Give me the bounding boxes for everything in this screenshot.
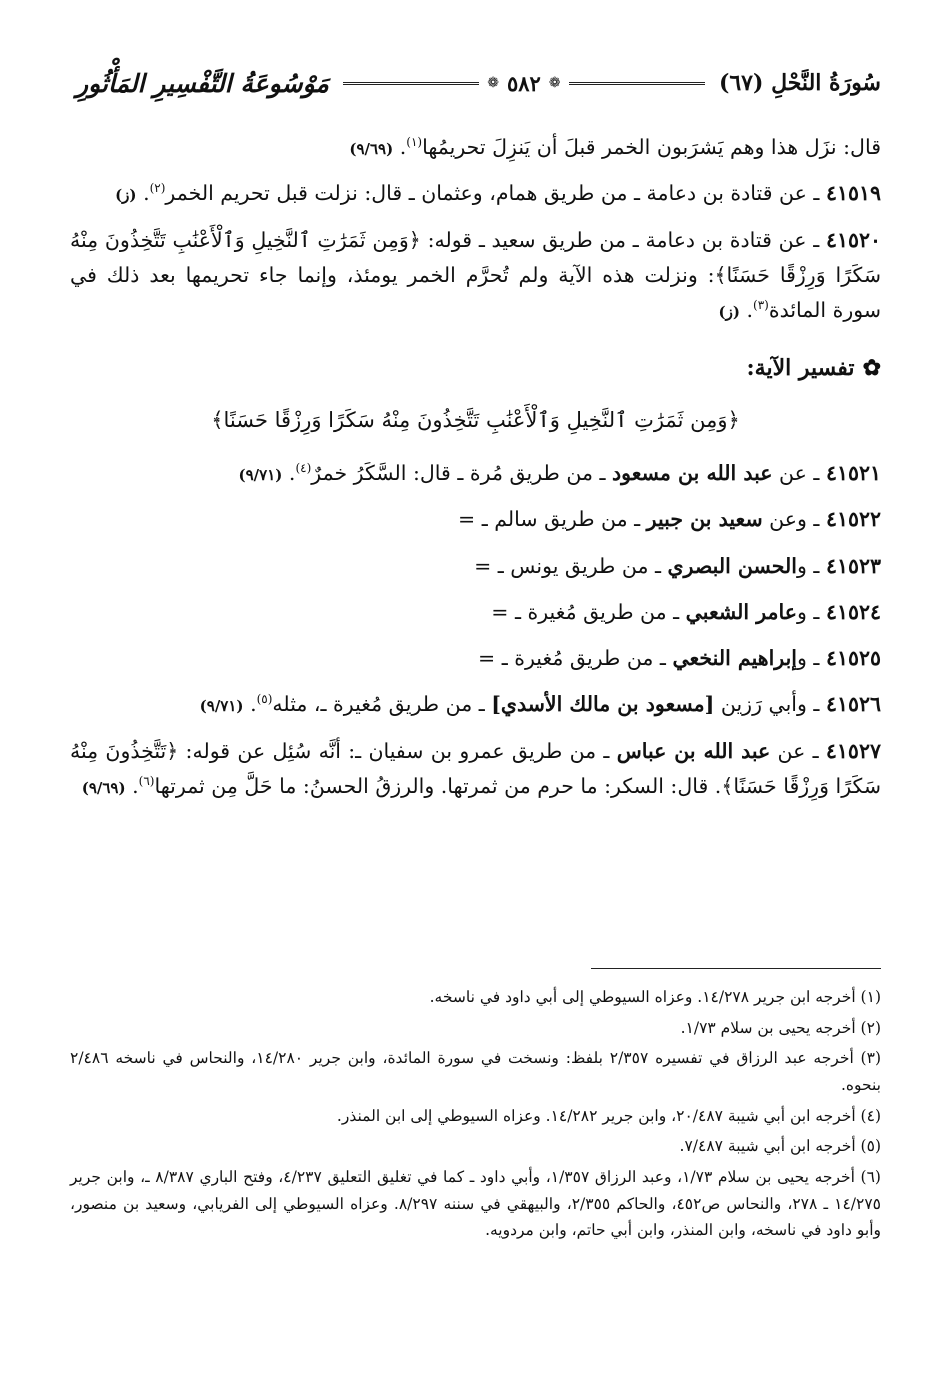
ornament-icon: ❁: [548, 75, 561, 91]
report-text: ـ و: [796, 646, 820, 671]
report-text: ـ من طريق مُغيرة ـ =: [478, 646, 673, 671]
footnote: (٣) أخرجه عبد الرزاق في تفسيره ٢/٣٥٧ بلفظ: ونسخت في سورة المائدة، وابن جرير ١٤/٢٨٠، والنحاس في ناسخه ٢/٤٨٦ بنحوه.: [70, 1049, 881, 1094]
narrator-name: عبد الله بن عباس: [616, 738, 771, 763]
flower-icon: ✿: [862, 355, 881, 382]
report-text: ـ وأبي رَزين: [714, 692, 820, 717]
entry-text: ـ عن قتادة بن دعامة ـ من طريق سعيد ـ قوله:: [427, 227, 820, 252]
report-text: ـ من طريق مُغيرة ـ، مثله: [272, 692, 492, 717]
report-number: ٤١٥٢٣: [825, 553, 881, 578]
report-number: ٤١٥٢٤: [825, 599, 881, 624]
report: [70, 641, 881, 676]
report: [70, 502, 881, 537]
reference: (ز): [718, 303, 740, 321]
narrator-name: إبراهيم النخعي: [672, 646, 797, 671]
report-number: ٤١٥٢٧: [825, 738, 881, 763]
entry: [70, 176, 881, 211]
report-text: . قال: السكر: ما حرم من ثمرتها. والرزقُ الحسنُ: ما حَلَّ مِن ثمرتها: [154, 773, 722, 798]
report-text: ـ و: [796, 599, 820, 624]
reference: (٩/٦٩): [349, 140, 394, 158]
report-text: ـ و: [796, 553, 820, 578]
report: [70, 687, 881, 722]
footnote: (١) أخرجه ابن جرير ١٤/٢٧٨. وعزاه السيوطي إلى أبي داود في ناسخه.: [429, 988, 881, 1006]
surah-title: سُورَةُ النَّحْلِ (٦٧): [718, 70, 881, 96]
footnote: (٦) أخرجه يحيى بن سلام ١/٧٣، وعبد الرزاق ١/٣٥٧، وأبي داود ـ كما في تغليق التعليق ٤/٢٣٧، وفتح الباري ٨/٣٨٧ ـ، وابن جرير ١٤/٢٧٥ ـ ٢٧٨، والنحاس ص٤٥٢، والحاكم ٢/٣٥٥، والبيهقي في سننه ٨/٢٩٧. وعزاه السيوطي إلى الفريابي، وسعيد بن منصور، وأبو داود في ناسخه، وابن المنذر، وابن أبي حاتم، وابن مردويه.: [70, 1167, 882, 1240]
narrator-name: عبد الله بن مسعود: [612, 461, 773, 486]
reference: (٩/٧١): [238, 466, 283, 485]
ornament-icon: ❁: [487, 75, 499, 91]
footnote: (٤) أخرجه ابن أبي شيبة ٢٠/٤٨٧، وابن جرير ١٤/٢٨٢. وعزاه السيوطي إلى ابن المنذر.: [336, 1106, 881, 1125]
ayah-text: ﴿وَمِن ثَمَرَٰتِ ٱلنَّخِيلِ وَٱلْأَعْنَٰبِ تَتَّخِذُونَ مِنْهُ سَكَرًا وَرِزْقًا حَسَنًا﴾: [211, 408, 740, 433]
report: [70, 456, 881, 491]
report-text: ـ وعن: [762, 507, 820, 532]
footnote-marker: (٤): [295, 461, 312, 476]
report-number: ٤١٥٢٥: [825, 646, 881, 671]
report-end: .: [132, 773, 139, 798]
report-text: ـ عن: [770, 738, 819, 763]
footnotes: [70, 984, 881, 1248]
entry-end: .: [143, 181, 150, 206]
footnote-marker: (١): [406, 135, 423, 150]
report-text: ـ من طريق مُغيرة ـ =: [491, 599, 686, 624]
narrator-name: سعيد بن جبير: [646, 507, 763, 532]
footnote: (٢) أخرجه يحيى بن سلام ١/٧٣.: [680, 1018, 881, 1037]
footnote-marker: (٦): [138, 774, 155, 789]
header-center: [343, 71, 705, 96]
report: [70, 734, 881, 805]
section-heading: [70, 350, 881, 388]
main-text: [70, 130, 881, 815]
report-end: .: [288, 461, 296, 486]
report-end: .: [250, 692, 257, 717]
entry-number: ٤١٥١٩: [825, 181, 881, 206]
entry-text: : ونزلت هذه الآية ولم تُحرَّم الخمر يومئذ، وإنما جاء تحريمها بعد ذلك في سورة المائدة: [70, 262, 881, 322]
reference: (٩/٧١): [199, 697, 244, 716]
report-text: ـ عن: [772, 461, 820, 486]
footnote-marker: (٥): [256, 692, 273, 707]
footnote-marker: (٢): [149, 181, 166, 196]
report-text: ـ من طريق مُرة ـ قال: السَّكَرُ خمرٌ: [311, 461, 613, 486]
report-number: ٤١٥٢٦: [825, 692, 881, 717]
narrator-name: عامر الشعبي: [685, 599, 797, 624]
section-heading-text: تفسير الآية:: [746, 355, 855, 382]
footnote: (٥) أخرجه ابن أبي شيبة ٧/٤٨٧.: [679, 1137, 881, 1156]
quran-quote: ﴿وَمِن ثَمَرَٰتِ ٱلنَّخِيلِ وَٱلْأَعْنَٰبِ تَتَّخِذُونَ مِنْهُ سَكَرًا وَرِزْقًا حَسَنًا﴾: [70, 227, 881, 287]
report: [70, 595, 881, 630]
entry-text: قال: نزَل هذا وهم يَشرَبون الخمر قبلَ أن يَنزِلَ تحريمُها: [422, 135, 881, 159]
footnote-marker: (٣): [753, 298, 769, 313]
entry-number: ٤١٥٢٠: [825, 227, 881, 252]
narrator-name: الحسن البصري: [667, 553, 797, 578]
reference: (ز): [115, 186, 137, 205]
report-number: ٤١٥٢١: [825, 461, 881, 486]
entry-continuation: [70, 130, 881, 165]
reference: (٩/٦٩): [81, 778, 126, 797]
book-title: مَوْسُوعَةُ التَّفْسِيرِ المَأْثُورِ: [76, 68, 329, 98]
entry: [70, 223, 881, 329]
report-text: ـ من طريق عمرو بن سفيان ـ: أنَّه سُئِل عن قوله:: [185, 738, 617, 763]
narrator-name: [مسعود بن مالك الأسدي]: [491, 692, 715, 717]
entry-end: .: [399, 135, 407, 159]
quran-quote: ﴿تَتَّخِذُونَ مِنْهُ سَكَرًا وَرِزْقًا حَسَنًا﴾: [70, 738, 881, 798]
report-number: ٤١٥٢٢: [825, 507, 881, 532]
report: [70, 549, 881, 584]
header-rule: [343, 82, 479, 85]
page-number: ٥٨٢: [506, 70, 541, 96]
report-text: ـ من طريق سالم ـ =: [458, 507, 647, 532]
entry-text: ـ عن قتادة بن دعامة ـ من طريق همام، وعثمان ـ قال: نزلت قبل تحريم الخمر: [165, 181, 820, 206]
page-header: [76, 58, 881, 108]
entry-end: .: [746, 298, 753, 322]
report-text: ـ من طريق يونس ـ =: [474, 553, 668, 578]
footnote-divider: [591, 968, 881, 969]
header-rule: [569, 82, 705, 85]
